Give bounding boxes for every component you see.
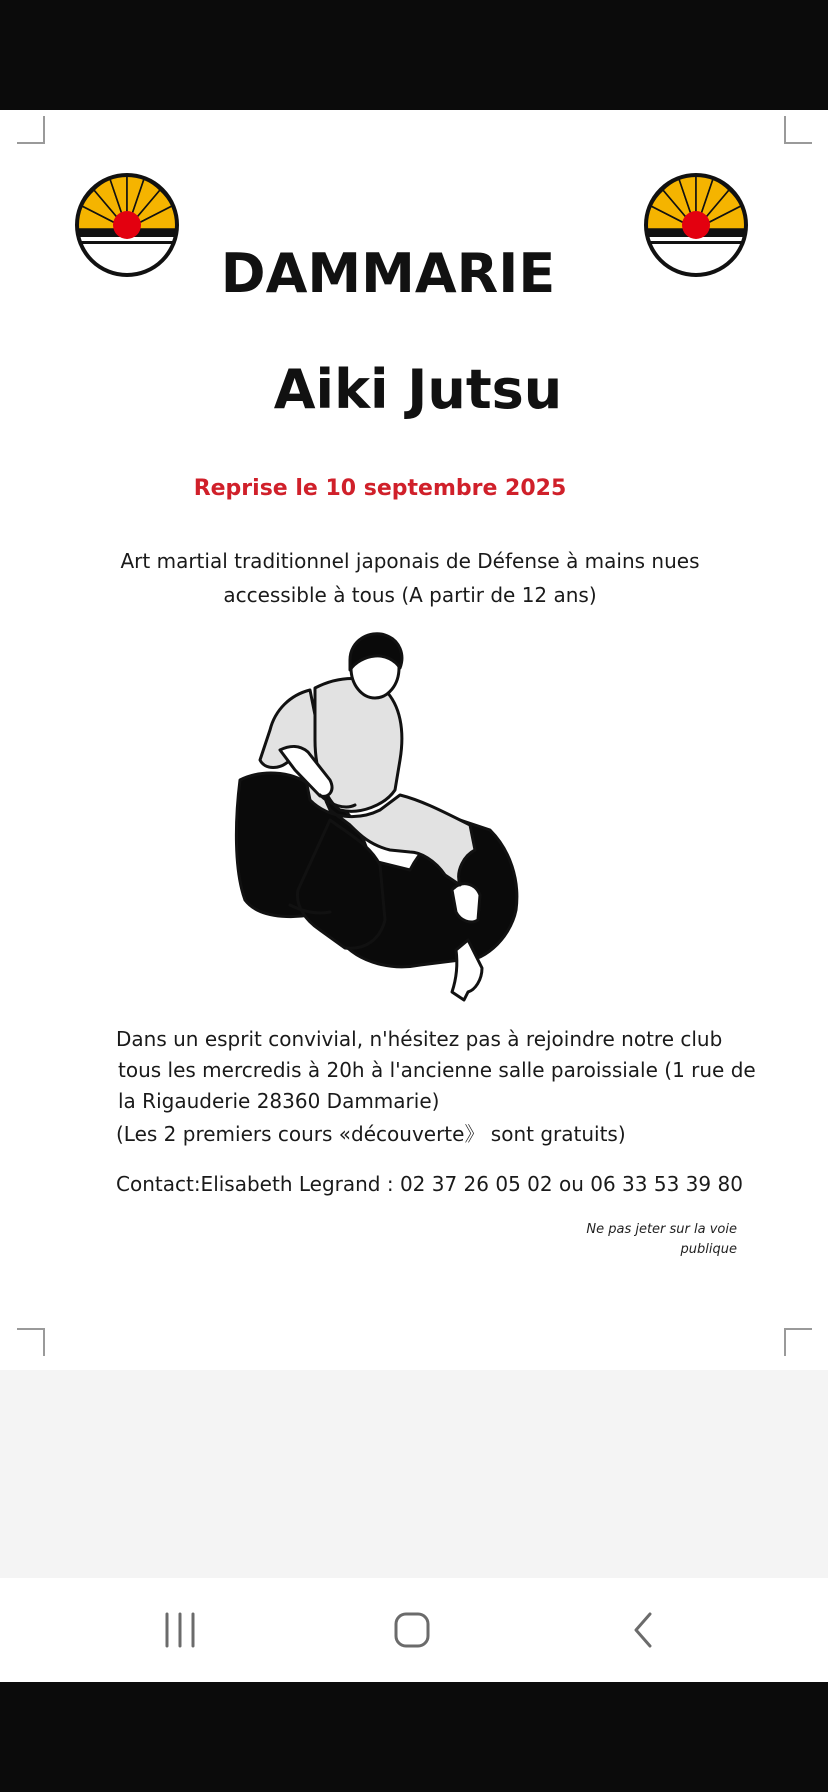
crop-mark-top-right [784,116,812,144]
contact-info: Contact:Elisabeth Legrand : 02 37 26 05 02 ou 06 33 53 39 80 [116,1172,743,1196]
club-info-line: Dans un esprit convivial, n'hésitez pas à rejoindre notre club [116,1027,723,1051]
club-info-line: tous les mercredis à 20h à l'ancienne salle paroissiale (1 rue de [118,1058,756,1082]
disposal-notice-line: publique [680,1242,737,1257]
reprise-date: Reprise le 10 septembre 2025 [193,476,567,501]
club-info-line: la Rigauderie 28360 Dammarie) [118,1089,440,1113]
intro-text [100,544,720,612]
crop-mark-top-left [17,116,45,144]
crop-mark-bottom-left [17,1328,45,1356]
flyer-title: DAMMARIE [220,242,556,305]
home-button[interactable] [372,1598,452,1662]
home-icon [392,1610,432,1650]
recent-apps-button[interactable] [140,1598,220,1662]
club-info [116,1024,756,1150]
free-lessons-note: (Les 2 premiers cours «découverte》 sont gratuits) [116,1122,626,1146]
back-button[interactable] [604,1598,684,1662]
disposal-notice [560,1220,737,1260]
recent-apps-icon [160,1610,200,1650]
back-icon [624,1610,664,1650]
document-page [0,110,828,1370]
bottom-letterbox [0,1682,828,1792]
status-bar-area [0,0,828,110]
viewer-background [0,1370,828,1578]
flyer-subtitle: Aiki Jutsu [273,358,563,421]
navigation-bar [0,1578,828,1682]
intro-line: accessible à tous (A partir de 12 ans) [223,583,597,607]
aiki-jutsu-throw-illustration-icon [220,620,560,1010]
crop-mark-bottom-right [784,1328,812,1356]
intro-line: Art martial traditionnel japonais de Défense à mains nues [120,549,700,573]
disposal-notice-line: Ne pas jeter sur la voie [586,1222,737,1237]
